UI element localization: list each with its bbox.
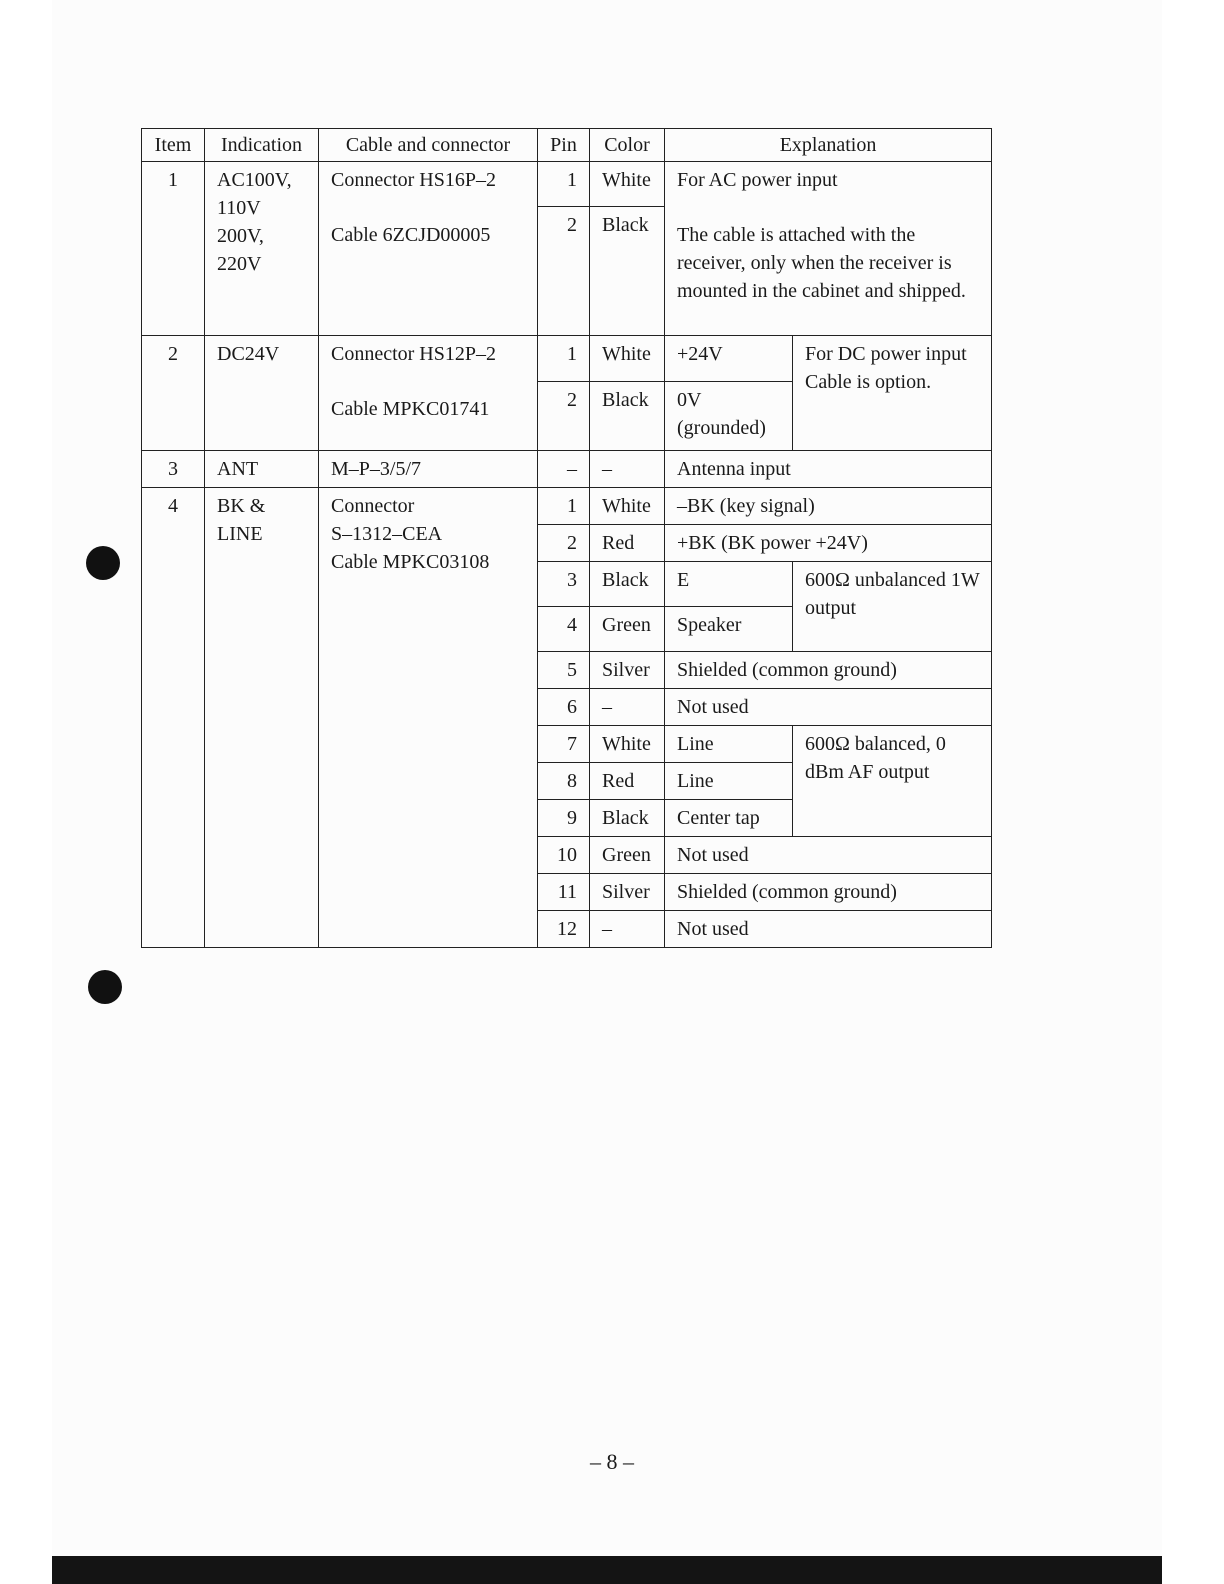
wire-color: Black: [590, 800, 665, 837]
punch-hole-mark: [88, 970, 122, 1004]
speaker-output-note: 600Ω unbalanced 1W output: [793, 562, 992, 652]
connector-name: Connector: [331, 495, 415, 517]
connector-spec-table: [141, 128, 992, 948]
explanation-text: Not used: [665, 911, 992, 948]
indication-text: 220V: [217, 253, 262, 275]
cable-name: Cable MPKC01741: [331, 398, 490, 420]
explanation-text: –BK (key signal): [665, 488, 992, 525]
wire-color: Silver: [590, 652, 665, 689]
header-color: Color: [590, 129, 665, 162]
table-row: [142, 162, 992, 207]
signal-text: Speaker: [665, 607, 793, 652]
indication-text: 110V: [217, 197, 261, 219]
explanation-text: For AC power input: [677, 169, 838, 191]
pin-number: 6: [538, 689, 590, 726]
signal-text: Line: [665, 726, 793, 763]
pin-number: 2: [538, 207, 590, 336]
line-output-note: 600Ω balanced, 0 dBm AF output: [793, 726, 992, 837]
pin-number: 3: [538, 562, 590, 607]
signal-text: 0V (grounded): [665, 382, 793, 451]
pin-number: 1: [538, 162, 590, 207]
pin-number: 2: [538, 382, 590, 451]
page-number: – 8 –: [590, 1449, 634, 1474]
wire-color: Black: [590, 382, 665, 451]
table-row: [142, 488, 992, 525]
cable-name: Cable MPKC03108: [331, 551, 490, 573]
pin-number: 12: [538, 911, 590, 948]
item-number: 4: [142, 488, 205, 948]
connector-name: Connector HS16P–2: [331, 169, 496, 191]
explanation-text: Not used: [665, 837, 992, 874]
header-pin: Pin: [538, 129, 590, 162]
wire-color: –: [590, 689, 665, 726]
item-number: 2: [142, 336, 205, 451]
item-number: 1: [142, 162, 205, 336]
wire-color: Green: [590, 607, 665, 652]
wire-color: Red: [590, 763, 665, 800]
explanation-text: Shielded (common ground): [665, 874, 992, 911]
indication-text: 200V,: [217, 225, 264, 247]
wire-color: White: [590, 336, 665, 382]
table-row: [142, 336, 992, 382]
indication-cell: [205, 488, 319, 948]
pin-number: 1: [538, 336, 590, 382]
explanation-cell: [665, 162, 992, 336]
explanation-text: Antenna input: [665, 451, 992, 488]
pin-number: 10: [538, 837, 590, 874]
pin-number: 2: [538, 525, 590, 562]
indication-text: DC24V: [205, 336, 319, 451]
pin-number: 11: [538, 874, 590, 911]
signal-text: Center tap: [665, 800, 793, 837]
wire-color: –: [590, 911, 665, 948]
header-row: [142, 129, 992, 162]
wire-color: Silver: [590, 874, 665, 911]
header-item: Item: [142, 129, 205, 162]
connector-name: Connector HS12P–2: [331, 343, 496, 365]
wire-color: White: [590, 488, 665, 525]
dc-power-note: For DC power input Cable is option.: [793, 336, 992, 451]
punch-hole-mark: [86, 546, 120, 580]
explanation-text: The cable is attached with the receiver, only when the receiver is mounted in the cabinet and shipped.: [677, 224, 966, 302]
scan-edge-bar: [52, 1556, 1162, 1584]
pin-number: –: [538, 451, 590, 488]
pin-number: 9: [538, 800, 590, 837]
pin-number: 1: [538, 488, 590, 525]
pin-number: 8: [538, 763, 590, 800]
cable-name: Cable 6ZCJD00005: [331, 224, 491, 246]
signal-text: Line: [665, 763, 793, 800]
wire-color: Green: [590, 837, 665, 874]
indication-text: AC100V,: [217, 169, 292, 191]
wire-color: Red: [590, 525, 665, 562]
connector-part-number: S–1312–CEA: [331, 523, 443, 545]
explanation-text: Not used: [665, 689, 992, 726]
signal-text: +24V: [665, 336, 793, 382]
wire-color: White: [590, 162, 665, 207]
header-explanation: Explanation: [665, 129, 992, 162]
indication-text: ANT: [205, 451, 319, 488]
header-cable-and-connector: Cable and connector: [319, 129, 538, 162]
wire-color: Black: [590, 207, 665, 336]
wire-color: –: [590, 451, 665, 488]
cable-cell: [319, 488, 538, 948]
header-indication: Indication: [205, 129, 319, 162]
pin-number: 4: [538, 607, 590, 652]
explanation-text: +BK (BK power +24V): [665, 525, 992, 562]
indication-text: BK &: [217, 495, 266, 517]
table-row: [142, 451, 992, 488]
pin-number: 5: [538, 652, 590, 689]
item-number: 3: [142, 451, 205, 488]
indication-cell: [205, 162, 319, 336]
cable-cell: [319, 336, 538, 451]
wire-color: White: [590, 726, 665, 763]
cable-cell: [319, 162, 538, 336]
pin-number: 7: [538, 726, 590, 763]
cable-name: M–P–3/5/7: [319, 451, 538, 488]
signal-text: E: [665, 562, 793, 607]
explanation-text: Shielded (common ground): [665, 652, 992, 689]
wire-color: Black: [590, 562, 665, 607]
indication-text: LINE: [217, 523, 263, 545]
